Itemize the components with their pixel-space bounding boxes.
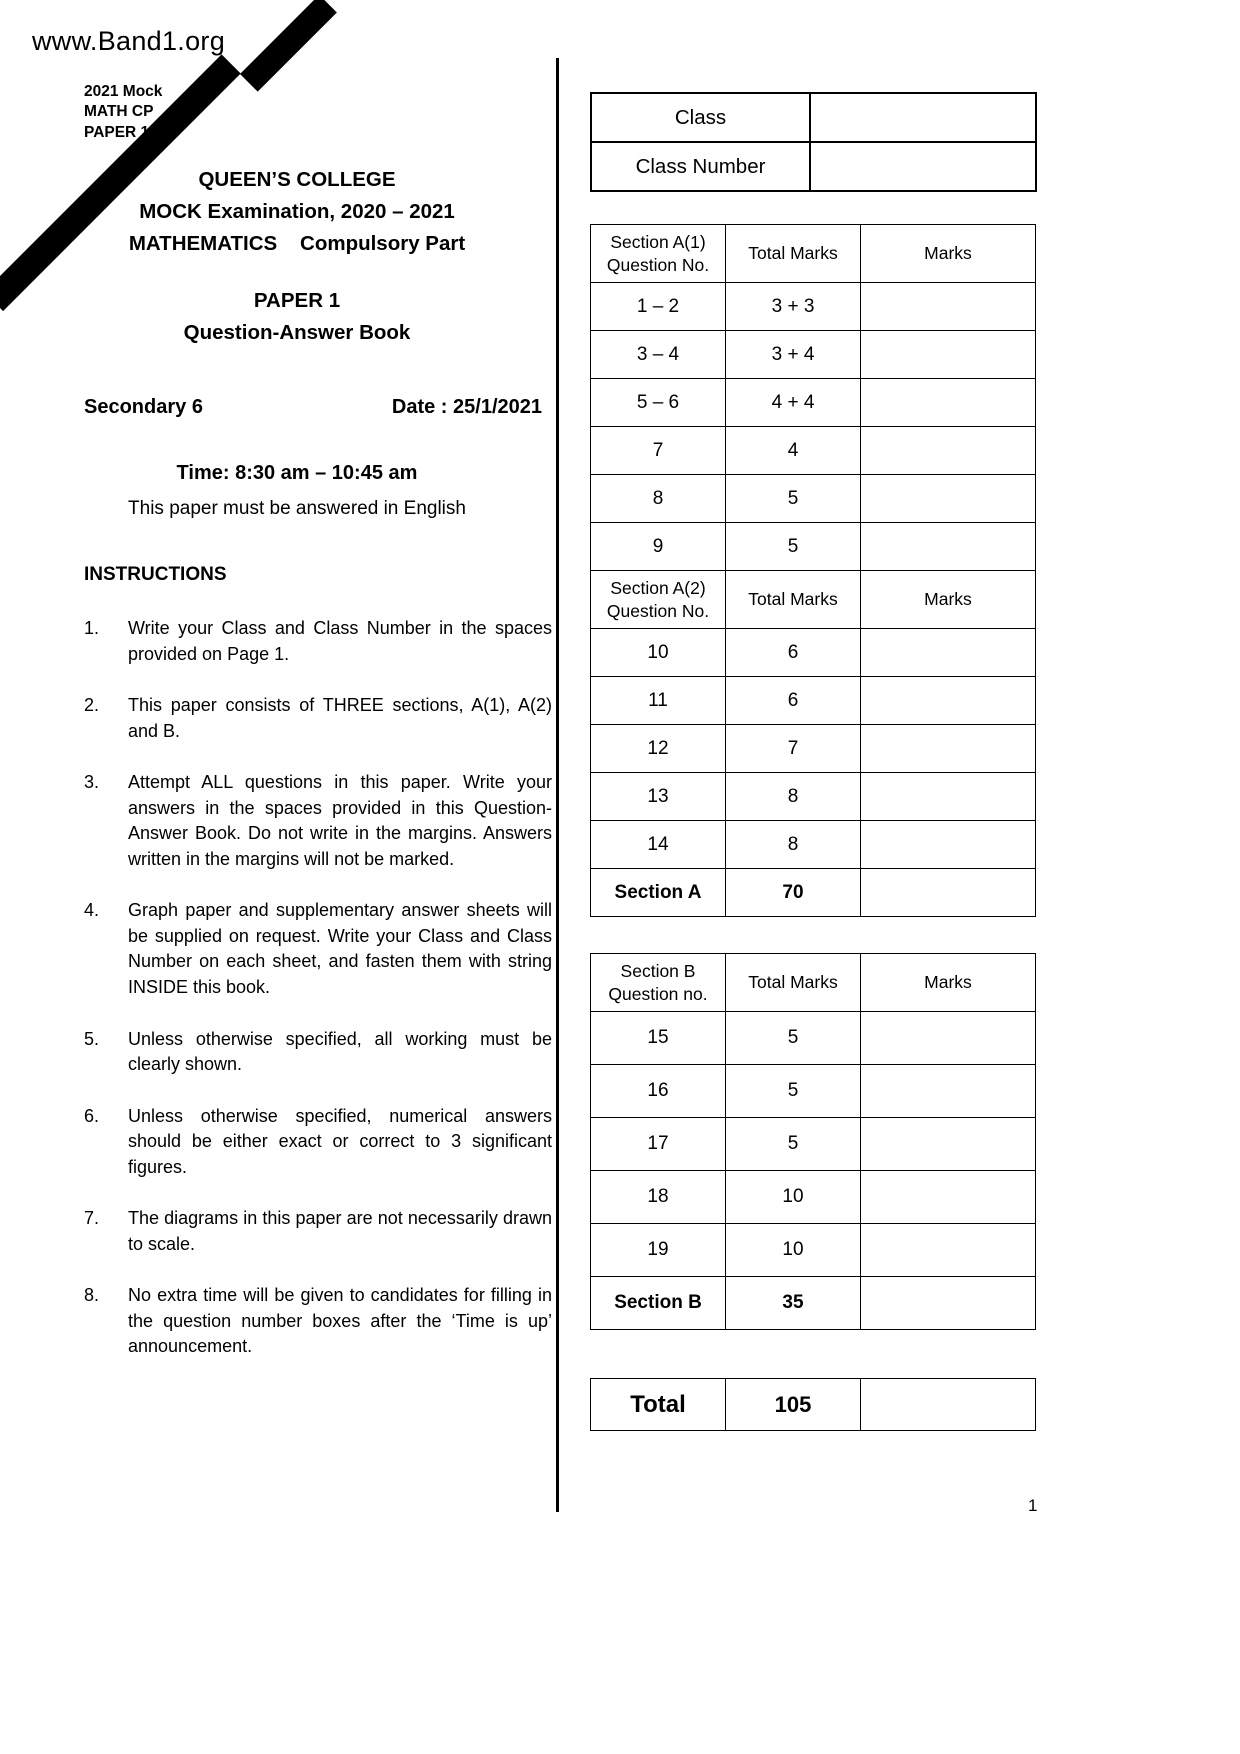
instructions-list [84, 616, 552, 1386]
total-marks-cell: 4 [726, 427, 861, 475]
marks-cell [861, 869, 1036, 917]
instructions-heading: INSTRUCTIONS [84, 564, 227, 585]
total-marks-cell: 5 [726, 1012, 861, 1065]
marks-cell [861, 1012, 1036, 1065]
question-cell: 5 – 6 [591, 379, 726, 427]
marks-cell [861, 283, 1036, 331]
instruction-text: The diagrams in this paper are not necessarily drawn to scale. [128, 1208, 552, 1254]
instruction-text: Write your Class and Class Number in the spaces provided on Page 1. [128, 618, 552, 664]
total-marks-cell: 10 [726, 1171, 861, 1224]
marks-cell [861, 523, 1036, 571]
total-marks-cell: 10 [726, 1224, 861, 1277]
question-cell: 14 [591, 821, 726, 869]
vertical-divider [556, 58, 559, 1512]
question-cell: 7 [591, 427, 726, 475]
table-header-row [591, 954, 1036, 1012]
subject-name: MATHEMATICS Compulsory Part [128, 232, 466, 255]
corner-line-1: 2021 Mock [84, 83, 163, 100]
question-cell: 18 [591, 1171, 726, 1224]
header-line-1: Section B [620, 960, 696, 981]
table-row [591, 677, 1036, 725]
diagonal-stripe-tip [240, 0, 337, 92]
table-row [591, 475, 1036, 523]
table-row [591, 331, 1036, 379]
marks-cell [861, 1277, 1036, 1330]
watermark-url: www.Band1.org [32, 26, 226, 56]
instruction-text: Attempt ALL questions in this paper. Write your answers in the spaces provided in this Question-Answer Book. Do not write in the margins. Answers written in the margins will not be marked. [128, 772, 552, 869]
instruction-number: 4. [84, 900, 100, 921]
instruction-text: Unless otherwise specified, numerical answers should be either exact or correct to 3 significant figures. [128, 1105, 552, 1177]
table-row [591, 1065, 1036, 1118]
question-cell: 3 – 4 [591, 331, 726, 379]
section-b-marks-table [590, 953, 1036, 1330]
table-row [591, 821, 1036, 869]
table-row [591, 773, 1036, 821]
school-name: QUEEN’S COLLEGE [198, 168, 396, 191]
question-cell: 16 [591, 1065, 726, 1118]
total-marks-cell: 6 [726, 677, 861, 725]
class-value-cell [810, 93, 1036, 142]
corner-line-3: PAPER 1 [84, 123, 150, 141]
instruction-number: 1. [84, 618, 100, 638]
header-line-1: Section A(1) [610, 231, 706, 252]
marks-header: Marks [861, 571, 1036, 629]
marks-cell [861, 331, 1036, 379]
question-cell: 11 [591, 677, 726, 725]
instruction-item [84, 1206, 552, 1257]
date-label: Date : 25/1/2021 [391, 396, 542, 418]
total-marks-cell: 7 [726, 725, 861, 773]
marks-cell [861, 1065, 1036, 1118]
question-cell: 9 [591, 523, 726, 571]
question-cell: 15 [591, 1012, 726, 1065]
table-header-row [591, 225, 1036, 283]
class-number-value-cell [810, 142, 1036, 191]
grand-total-value: 105 [726, 1379, 861, 1431]
class-label-cell: Class [591, 93, 810, 142]
section-a-marks-table [590, 224, 1036, 917]
marks-cell [861, 1379, 1036, 1431]
header-line-1: Section A(2) [610, 577, 706, 598]
instruction-number: 5. [84, 1028, 100, 1049]
question-cell: 8 [591, 475, 726, 523]
marks-header: Marks [861, 954, 1036, 1012]
instruction-item [84, 770, 552, 872]
total-marks-cell: 5 [726, 523, 861, 571]
instruction-number: 6. [84, 1105, 100, 1126]
class-number-label-cell: Class Number [591, 142, 810, 191]
grand-total-row [591, 1379, 1036, 1431]
question-no-header [591, 225, 726, 283]
instruction-text: Graph paper and supplementary answer sheets will be supplied on request. Write your Class and Class Number on each sheet, and fasten them with string INSIDE this book. [128, 900, 552, 998]
total-marks-header: Total Marks [726, 954, 861, 1012]
marks-cell [861, 1171, 1036, 1224]
section-total-label: Section B [591, 1277, 726, 1330]
grand-total-table [590, 1378, 1036, 1431]
title-block [58, 168, 536, 353]
total-marks-cell: 6 [726, 629, 861, 677]
table-row [591, 1224, 1036, 1277]
table-row [591, 379, 1036, 427]
section-total-row [591, 1277, 1036, 1330]
total-marks-cell: 8 [726, 821, 861, 869]
instruction-number: 8. [84, 1285, 100, 1306]
section-total-label: Section A [591, 869, 726, 917]
marks-cell [861, 475, 1036, 523]
page-number: 1 [1028, 1496, 1038, 1515]
table-row [591, 1118, 1036, 1171]
corner-line-2: MATH CP [84, 103, 154, 121]
total-marks-cell: 4 + 4 [726, 379, 861, 427]
instruction-item [84, 616, 552, 667]
total-marks-cell: 5 [726, 1065, 861, 1118]
language-note: This paper must be answered in English [128, 498, 466, 519]
table-row [591, 523, 1036, 571]
header-line-2: Question no. [608, 983, 708, 1004]
marks-cell [861, 773, 1036, 821]
instruction-text: This paper consists of THREE sections, A(1), A(2) and B. [128, 695, 552, 741]
marks-cell [861, 379, 1036, 427]
book-type: Question-Answer Book [183, 321, 411, 344]
instruction-item [84, 1283, 552, 1360]
class-row [591, 93, 1036, 142]
section-total-row [591, 869, 1036, 917]
question-cell: 10 [591, 629, 726, 677]
total-marks-header: Total Marks [726, 571, 861, 629]
class-number-row [591, 142, 1036, 191]
table-header-row [591, 571, 1036, 629]
question-cell: 13 [591, 773, 726, 821]
question-cell: 1 – 2 [591, 283, 726, 331]
marks-cell [861, 427, 1036, 475]
instruction-number: 2. [84, 695, 100, 716]
question-cell: 12 [591, 725, 726, 773]
total-marks-cell: 3 + 3 [726, 283, 861, 331]
table-row [591, 1012, 1036, 1065]
exam-name: MOCK Examination, 2020 – 2021 [139, 200, 455, 223]
instruction-item [84, 898, 552, 1000]
total-marks-cell: 5 [726, 1118, 861, 1171]
instruction-text: No extra time will be given to candidates for filling in the question number boxes after the ‘Time is up’ announcement. [128, 1285, 552, 1357]
question-cell: 19 [591, 1224, 726, 1277]
table-row [591, 283, 1036, 331]
marks-cell [861, 1118, 1036, 1171]
question-no-header [591, 571, 726, 629]
question-cell: 17 [591, 1118, 726, 1171]
total-marks-cell: 3 + 4 [726, 331, 861, 379]
marks-cell [861, 821, 1036, 869]
section-total-value: 35 [726, 1277, 861, 1330]
marks-cell [861, 629, 1036, 677]
time-label: Time: 8:30 am – 10:45 am [176, 462, 418, 484]
class-info-table [590, 92, 1037, 192]
table-row [591, 427, 1036, 475]
header-line-2: Question No. [606, 600, 710, 621]
marks-cell [861, 1224, 1036, 1277]
level-label: Secondary 6 [84, 396, 203, 418]
grand-total-label: Total [591, 1379, 726, 1431]
instruction-number: 7. [84, 1208, 100, 1229]
paper-number: PAPER 1 [253, 289, 341, 312]
marks-header: Marks [861, 225, 1036, 283]
table-row [591, 1171, 1036, 1224]
header-line-2: Question No. [606, 254, 710, 275]
total-marks-header: Total Marks [726, 225, 861, 283]
marks-cell [861, 677, 1036, 725]
table-row [591, 725, 1036, 773]
marks-cell [861, 725, 1036, 773]
instruction-item [84, 693, 552, 744]
total-marks-cell: 5 [726, 475, 861, 523]
paper-corner-label [84, 82, 162, 143]
instruction-item [84, 1104, 552, 1181]
section-total-value: 70 [726, 869, 861, 917]
instruction-item [84, 1027, 552, 1078]
instruction-text: Unless otherwise specified, all working must be clearly shown. [128, 1028, 552, 1075]
total-marks-cell: 8 [726, 773, 861, 821]
table-row [591, 629, 1036, 677]
instruction-number: 3. [84, 772, 100, 793]
level-date-row [84, 396, 542, 419]
question-no-header [591, 954, 726, 1012]
